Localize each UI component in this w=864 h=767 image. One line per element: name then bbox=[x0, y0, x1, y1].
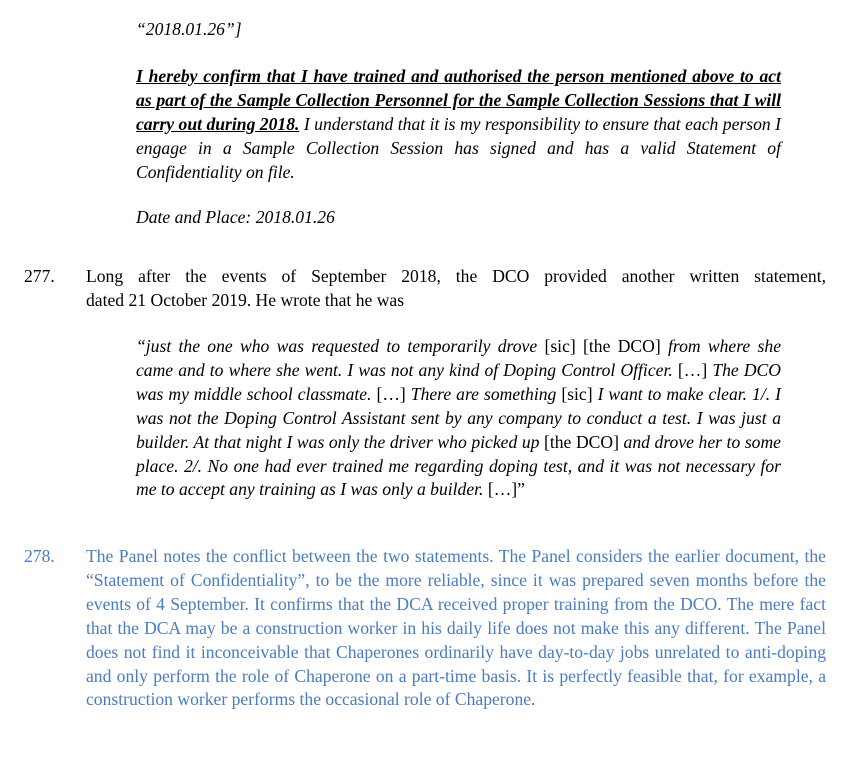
paragraph-number-278: 278. bbox=[24, 546, 55, 566]
quote-part: from where she came and to where she went. I was not any kind of Doping Control Officer. bbox=[136, 336, 781, 380]
quote-part: “just the one who was requested to temporarily drove bbox=[136, 336, 545, 356]
paragraph-277-intro bbox=[86, 265, 826, 313]
paragraph-277-line-1: Long after the events of September 2018, the DCO provided another written statement, bbox=[86, 266, 826, 286]
quote-ellipsis-closing: […]” bbox=[487, 479, 525, 500]
quote-part: and drove her to some place. 2/. No one had ever trained me regarding doping test, and it was not necessary for me to accept any training as I was only a builder. bbox=[136, 431, 781, 500]
quote-ellipsis: […] bbox=[677, 359, 708, 380]
date-and-place: Date and Place: 2018.01.26 bbox=[136, 207, 335, 227]
quote-part: I want to make clear. 1/. I was not the Doping Control Assistant sent by any company to conduct a test. I was just a builder. At that night I was only the driver who picked up bbox=[136, 383, 781, 452]
paragraph-277-quote bbox=[136, 335, 781, 502]
paragraph-number-277: 277. bbox=[24, 266, 55, 286]
confirmation-rest: I understand that it is my responsibility to ensure that each person I engage in a Sample Collection Session has signed and has a valid Statement of Confidentiality on file. bbox=[136, 113, 781, 182]
quote-ellipsis: […] bbox=[376, 383, 406, 404]
quote-insertion: [the DCO] bbox=[544, 431, 619, 452]
confirmation-statement bbox=[136, 65, 781, 185]
quote-part: The DCO was my middle school classmate. bbox=[136, 359, 781, 404]
quote-insertion: [sic] [the DCO] bbox=[544, 336, 661, 356]
quote-part: There are something bbox=[405, 383, 562, 404]
quote-insertion: [sic] bbox=[561, 383, 593, 404]
paragraph-278-text: The Panel notes the conflict between the two statements. The Panel considers the earlier document, the “Statement of Confidentiality”, to be the more reliable, since it was prepared seven months before the events of 4 September. It confirms that the DCA received proper training from the DCO. The mere fact that the DCA may be a construction worker in his daily life does not make this any different. The Panel does not find it inconceivable that Chaperones ordinarily have day-to-day jobs unrelated to anti-doping and only perform the role of Chaperone on a part-time basis. It is perfectly feasible that, for example, a construction worker performs the occasional role of Chaperone. bbox=[86, 546, 826, 710]
paragraph-277-line-2: dated 21 October 2019. He wrote that he was bbox=[86, 289, 405, 310]
confirmation-bold-underlined: I hereby confirm that I have trained and authorised the person mentioned above to act as part of the Sample Collection Personnel for the Sample Collection Sessions that I will carry out during 2018. bbox=[136, 66, 781, 134]
quote-closing-line: “2018.01.26”] bbox=[136, 19, 242, 39]
